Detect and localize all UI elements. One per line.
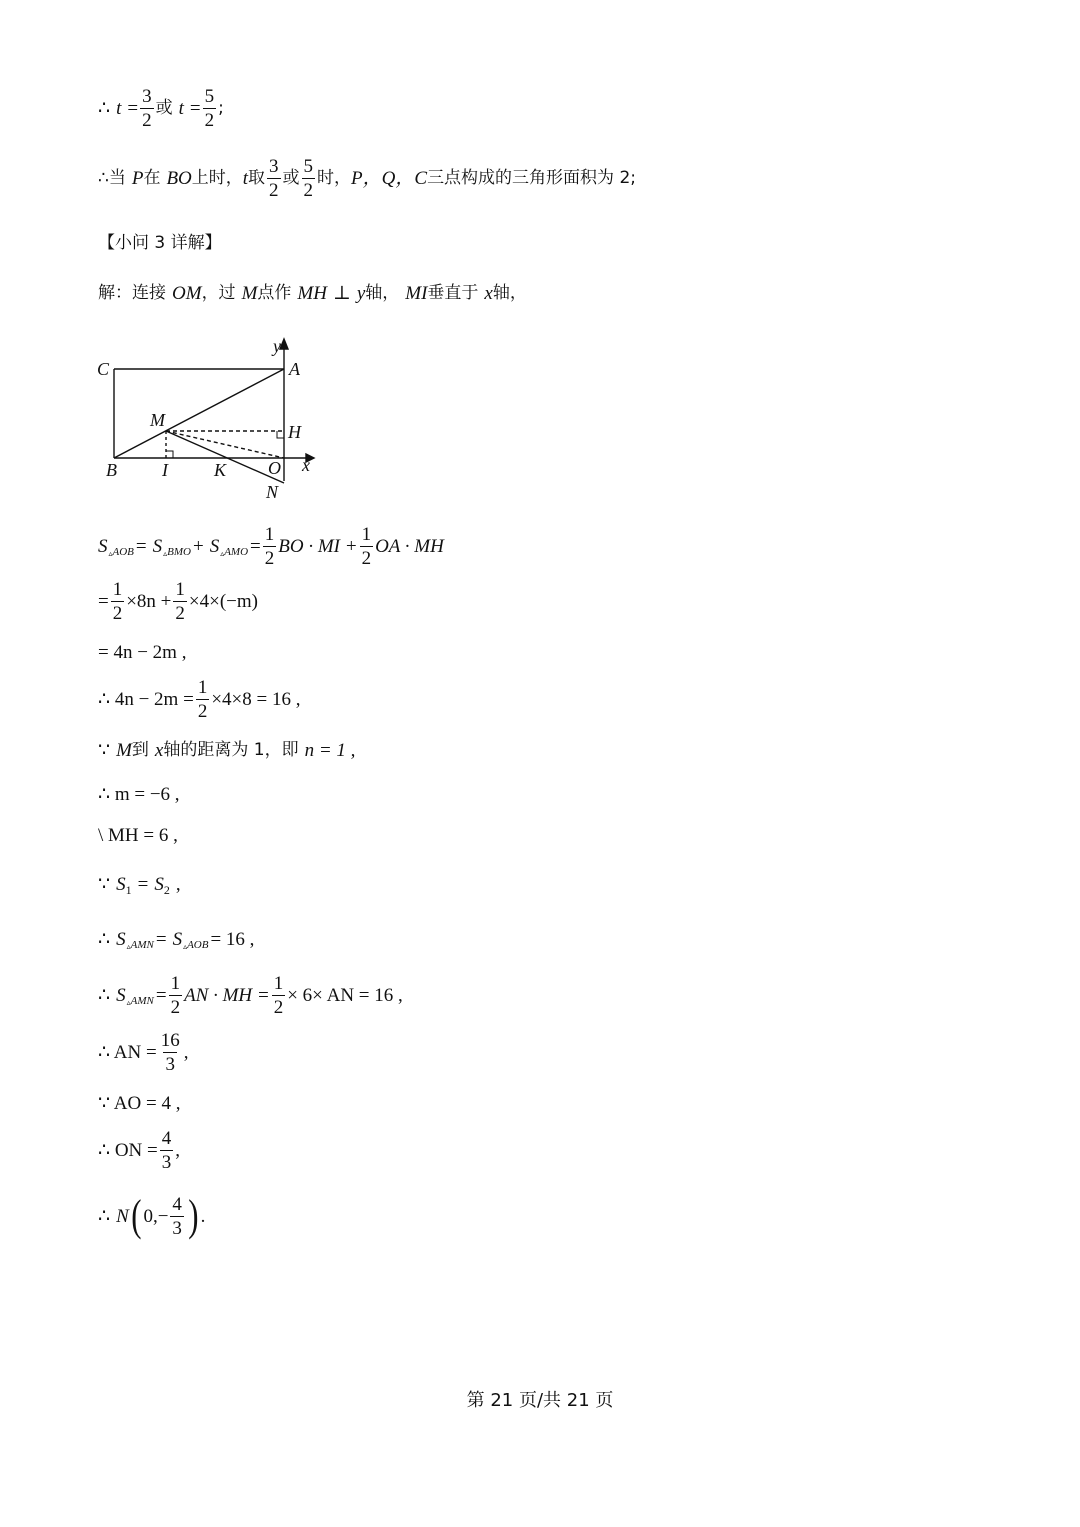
fraction: $\frac{1}{2}$ [264, 524, 275, 569]
line-t-values: ∴ t = $\frac{3}{2}$ 或 t = $\frac{5}{2}$ ; [98, 86, 224, 131]
fraction: $\frac{4}{3}$ [161, 1128, 172, 1173]
equation-an-value: ∴ AN = $\frac{16}{3}$ , [98, 1030, 189, 1075]
label-n: N [266, 482, 279, 502]
fraction: $\frac{1}{2}$ [170, 973, 181, 1018]
line-distance: ∵ M 到 x 轴的距离为 1，即 n = 1 , [98, 740, 356, 761]
section-heading: 【小问 3 详解】 [98, 233, 222, 253]
label-i: I [162, 460, 168, 480]
label-k: K [214, 460, 227, 480]
equation-area-value: ∴ 4n − 2m = $\frac{1}{2}$ ×4×8 = 16 , [98, 677, 301, 722]
equation-ao-value: ∵ AO = 4 , [98, 1093, 181, 1114]
equation-mh-value: \ MH = 6 , [98, 825, 178, 846]
page-footer: 第 21 页/共 21 页 [466, 1390, 614, 1411]
equation-substitution: = $\frac{1}{2}$ ×8n + $\frac{1}{2}$ ×4×(−m) [98, 579, 258, 624]
label-h: H [288, 422, 301, 442]
fraction: $\frac{1}{2}$ [175, 579, 185, 624]
equation-s1-s2: ∵ S 1 = S 2 , [98, 874, 181, 897]
y-axis-arrow [280, 339, 288, 349]
label-b: B [106, 460, 117, 480]
label-o: O [268, 458, 281, 478]
fraction: $\frac{5}{2}$ [303, 156, 314, 201]
label-y: y [273, 336, 281, 356]
right-angle-h [277, 431, 284, 438]
equation-amn-area: ∴ S ▵ AMN = S ▵ AOB = 16 , [98, 929, 255, 951]
equation-on-value: ∴ ON = $\frac{4}{3}$ , [98, 1128, 180, 1173]
equation-area-sum: S ▵ AOB = S ▵ BMO + S ▵ AMO = $\frac{1}{2}$ BO · MI + $\frac{1}{2}$ OA · MH [98, 524, 444, 569]
equation-n-coordinates: ∴ N ( 0,− $\frac{4}{3}$ ) . [98, 1191, 206, 1240]
equation-simplified: = 4n − 2m , [98, 642, 187, 663]
label-a: A [289, 359, 300, 379]
fraction: $\frac{1}{2}$ [112, 579, 123, 624]
line-construction: 解：连接 OM ，过 M 点作 MH ⊥ y 轴， MI 垂直于 x 轴， [98, 283, 527, 304]
label-m: M [150, 410, 165, 430]
line-conclusion-1: ∴当 P 在 BO 上时， t 取 $\frac{3}{2}$ 或 $\frac{5}{2}$ 时， P，Q，C 三点构成的三角形面积为 2; [98, 156, 637, 201]
fraction: $\frac{1}{2}$ [197, 677, 208, 722]
fraction: $\frac{3}{2}$ [269, 156, 279, 201]
segment-ba [114, 369, 284, 458]
label-x: x [302, 455, 310, 475]
segment-mo [166, 431, 284, 458]
right-angle-i [166, 451, 173, 458]
equation-m-value: ∴ m = −6 , [98, 784, 180, 805]
fraction: $\frac{1}{2}$ [273, 973, 284, 1018]
fraction: $\frac{3}{2}$ [142, 86, 152, 131]
fraction: $\frac{5}{2}$ [204, 86, 215, 131]
fraction: $\frac{1}{2}$ [361, 524, 372, 569]
label-c: C [97, 359, 110, 379]
fraction: $\frac{4}{3}$ [172, 1193, 182, 1239]
fraction: $\frac{16}{3}$ [160, 1030, 180, 1075]
geometry-figure [94, 333, 324, 508]
equation-an-solve: ∴ S ▵ AMN = $\frac{1}{2}$ AN · MH = $\frac{1}{2}$ × 6× AN = 16 , [98, 973, 403, 1018]
